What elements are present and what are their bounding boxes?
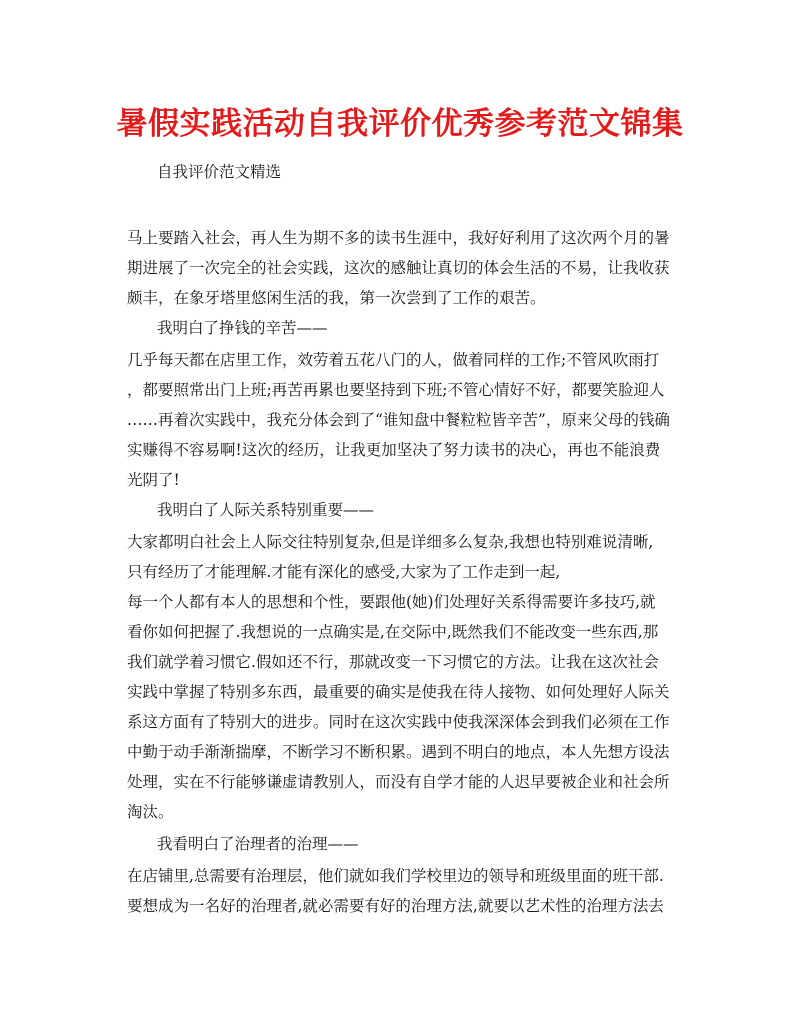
paragraph-line: 中勤于动手渐渐揣摩，不断学习不断积累。遇到不明白的地点，本人先想方设法	[127, 743, 670, 761]
paragraph-line: 实赚得不容易啊!这次的经历，让我更加坚决了努力读书的决心，再也不能浪费	[127, 441, 661, 459]
paragraph-line: 大家都明白社会上人际交往特别复杂,但是详细多么复杂,我想也特别难说清晰,	[127, 533, 654, 551]
paragraph-line: 几乎每天都在店里工作，效劳着五花八门的人，做着同样的工作;不管风吹雨打	[127, 351, 660, 369]
paragraph-line: 期进展了一次完全的社会实践，这次的感触让真切的体会生活的不易，让我收获	[127, 259, 670, 277]
paragraph-line: 每一个人都有本人的思想和个性，要跟他(她)们处理好关系得需要许多技巧,就	[127, 593, 656, 611]
paragraph-line: 系这方面有了特别大的进步。同时在这次实践中使我深深体会到我们必须在工作	[127, 713, 670, 731]
section-heading: 我看明白了治理者的治理——	[157, 835, 359, 853]
section-heading: 我明白了人际关系特别重要——	[157, 501, 375, 519]
paragraph-line: ，都要照常出门上班;再苦再累也要坚持到下班;不管心情好不好，都要笑脸迎人	[127, 381, 665, 399]
document-subtitle: 自我评价范文精选	[157, 163, 282, 181]
paragraph-line: 颇丰，在象牙塔里悠闲生活的我，第一次尝到了工作的艰苦。	[127, 289, 546, 307]
paragraph-line: 只有经历了才能理解.才能有深化的感受,大家为了工作走到一起,	[127, 563, 561, 581]
paragraph-line: 马上要踏入社会，再人生为期不多的读书生涯中，我好好利用了这次两个月的暑	[127, 229, 670, 247]
section-heading: 我明白了挣钱的辛苦——	[157, 319, 328, 337]
paragraph-line: 看你如何把握了.我想说的一点确实是,在交际中,既然我们不能改变一些东西,那	[127, 623, 659, 641]
paragraph-line: 淘汰。	[127, 803, 174, 821]
paragraph-line: 实践中掌握了特别多东西，最重要的确实是使我在待人接物、如何处理好人际关	[127, 683, 670, 701]
paragraph-line: ……再着次实践中，我充分体会到了“谁知盘中餐粒粒皆辛苦”，原来父母的钱确	[127, 411, 670, 429]
paragraph-line: 光阴了!	[127, 471, 180, 489]
paragraph-line: 在店铺里,总需要有治理层，他们就如我们学校里边的领导和班级里面的班干部.	[127, 867, 664, 885]
paragraph-line: 要想成为一名好的治理者,就必需要有好的治理方法,就要以艺术性的治理方法去	[127, 897, 664, 915]
paragraph-line: 处理，实在不行能够谦虚请教别人，而没有自学才能的人迟早要被企业和社会所	[127, 773, 670, 791]
paragraph-line: 我们就学着习惯它.假如还不行，那就改变一下习惯它的方法。让我在这次社会	[127, 653, 659, 671]
document-title: 暑假实践活动自我评价优秀参考范文锦集	[116, 106, 684, 142]
